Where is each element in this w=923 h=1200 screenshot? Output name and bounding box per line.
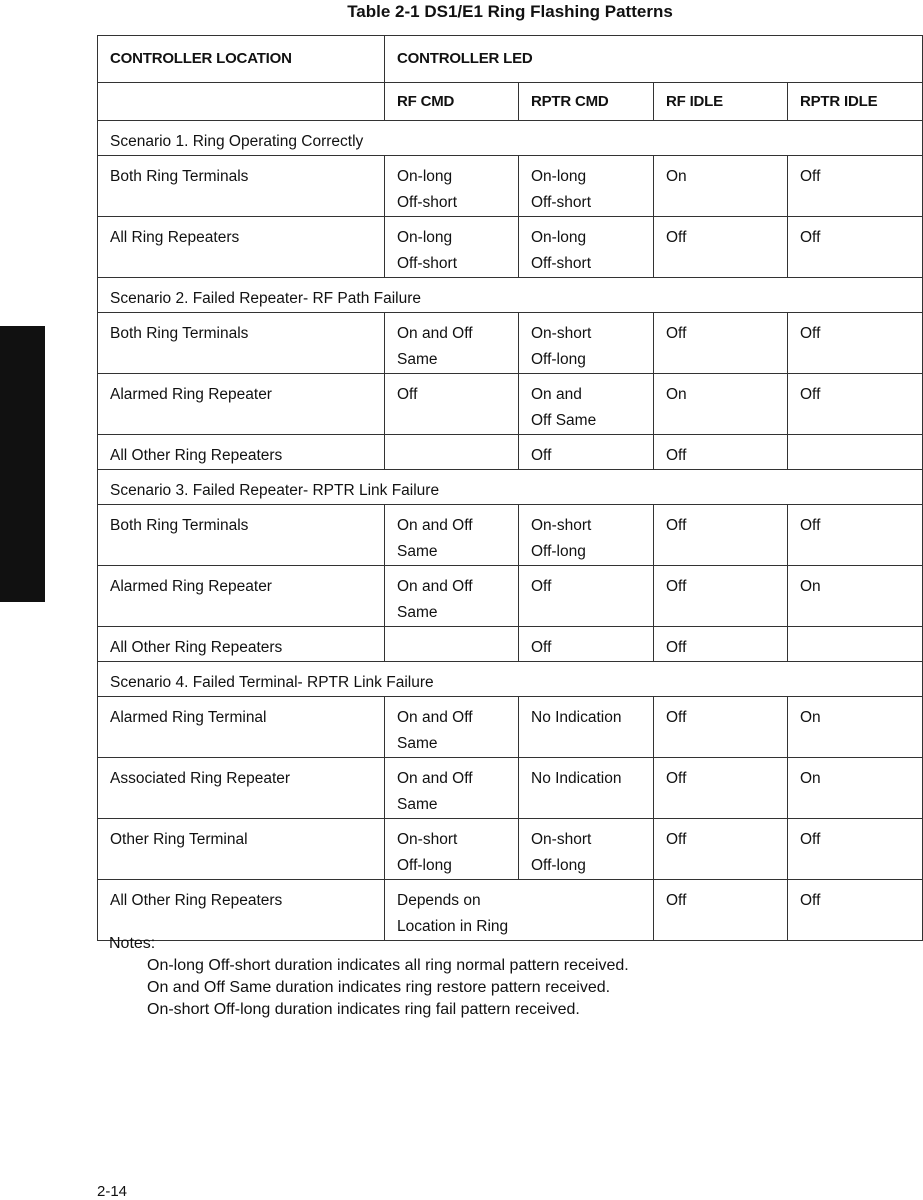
cell-rptr-cmd-line: On-short (531, 831, 592, 848)
table-row (98, 627, 923, 662)
cell-rf-cmd (385, 627, 519, 662)
scenario-label: Scenario 3. Failed Repeater- RPTR Link Failure (98, 470, 923, 505)
cell-location: Both Ring Terminals (98, 505, 385, 566)
cell-led-merged-line: Location in Ring (397, 918, 509, 935)
cell-rf-cmd (385, 697, 519, 758)
cell-rptr-cmd (519, 627, 654, 662)
table-row (98, 880, 923, 941)
cell-rptr-cmd (519, 758, 654, 819)
cell-rptr-idle: Off (788, 313, 923, 374)
scenario-row (98, 470, 923, 505)
cell-location: Alarmed Ring Repeater (98, 374, 385, 435)
note-line: On-short Off-long duration indicates ring fail pattern received. (147, 1001, 580, 1018)
cell-rptr-idle: On (788, 758, 923, 819)
cell-rptr-idle: Off (788, 505, 923, 566)
cell-rptr-cmd (519, 505, 654, 566)
cell-led-merged-line: Depends on (397, 892, 481, 909)
scenario-row (98, 662, 923, 697)
table-row (98, 566, 923, 627)
cell-rf-cmd-line: On-long (397, 168, 453, 185)
table-row (98, 374, 923, 435)
cell-location: Both Ring Terminals (98, 156, 385, 217)
cell-rf-idle: On (654, 156, 788, 217)
cell-rf-cmd-line: Same (397, 604, 438, 621)
cell-rf-cmd-line: On-long (397, 229, 453, 246)
cell-rf-cmd-line: Off-short (397, 255, 458, 272)
note-line: On and Off Same duration indicates ring restore pattern received. (147, 979, 611, 996)
cell-rf-idle: Off (654, 566, 788, 627)
cell-rptr-cmd (519, 374, 654, 435)
cell-rptr-cmd-line: Off (531, 639, 552, 656)
table-row (98, 758, 923, 819)
cell-rptr-idle (788, 627, 923, 662)
cell-rptr-idle: Off (788, 374, 923, 435)
subheader-rptr-cmd: RPTR CMD (519, 83, 654, 121)
cell-rf-cmd-line: On and Off (397, 325, 473, 342)
cell-rptr-cmd-line: No Indication (531, 709, 622, 726)
cell-location: All Other Ring Repeaters (98, 880, 385, 941)
cell-rptr-idle (788, 435, 923, 470)
cell-rptr-idle: Off (788, 819, 923, 880)
table-row (98, 435, 923, 470)
cell-rptr-cmd (519, 566, 654, 627)
cell-rptr-cmd-line: On-short (531, 517, 592, 534)
subheader-rptr-idle: RPTR IDLE (788, 83, 923, 121)
cell-rptr-cmd (519, 313, 654, 374)
cell-rf-cmd (385, 566, 519, 627)
scenario-label: Scenario 2. Failed Repeater- RF Path Failure (98, 278, 923, 313)
cell-rptr-cmd (519, 435, 654, 470)
cell-rf-idle: On (654, 374, 788, 435)
cell-rptr-cmd-line: Off (531, 447, 552, 464)
cell-location: Both Ring Terminals (98, 313, 385, 374)
cell-rptr-cmd-line: On-long (531, 168, 587, 185)
subheader-row (98, 83, 923, 121)
cell-rf-idle: Off (654, 758, 788, 819)
page-number: 2-14 (97, 1183, 128, 1200)
cell-rf-idle: Off (654, 880, 788, 941)
cell-rf-idle: Off (654, 313, 788, 374)
cell-rf-cmd (385, 819, 519, 880)
cell-rptr-cmd (519, 217, 654, 278)
cell-rptr-cmd-line: Off-long (531, 543, 586, 560)
note-line: On-long Off-short duration indicates all ring normal pattern received. (147, 957, 629, 974)
cell-rf-cmd-line: Same (397, 351, 438, 368)
cell-rf-idle: Off (654, 435, 788, 470)
table-row (98, 819, 923, 880)
cell-rf-cmd-line: Same (397, 796, 438, 813)
cell-rptr-cmd-line: On-long (531, 229, 587, 246)
cell-rptr-cmd (519, 819, 654, 880)
notes-label: Notes: (109, 935, 156, 952)
cell-rf-cmd (385, 435, 519, 470)
cell-location: Associated Ring Repeater (98, 758, 385, 819)
cell-rptr-cmd-line: On-short (531, 325, 592, 342)
chapter-tab (0, 326, 45, 602)
cell-rf-idle: Off (654, 505, 788, 566)
header-row (98, 36, 923, 83)
table-row (98, 156, 923, 217)
cell-rf-cmd (385, 374, 519, 435)
scenario-label: Scenario 1. Ring Operating Correctly (98, 121, 923, 156)
table-title: Table 2-1 DS1/E1 Ring Flashing Patterns (347, 2, 673, 21)
cell-rptr-idle: On (788, 566, 923, 627)
cell-rf-cmd-line: On-short (397, 831, 458, 848)
cell-rf-idle: Off (654, 697, 788, 758)
cell-rf-cmd-line: On and Off (397, 709, 473, 726)
subheader-blank (98, 83, 385, 121)
cell-rptr-cmd-line: On and (531, 386, 582, 403)
cell-rf-cmd (385, 505, 519, 566)
cell-rf-cmd-line: Off-short (397, 194, 458, 211)
cell-rf-cmd-line: Same (397, 543, 438, 560)
cell-rf-idle: Off (654, 217, 788, 278)
cell-rptr-cmd-line: Off-short (531, 255, 592, 272)
notes (109, 933, 629, 1021)
header-controller-led: CONTROLLER LED (385, 36, 923, 83)
cell-rf-cmd-line: Same (397, 735, 438, 752)
table-row (98, 697, 923, 758)
cell-location: All Other Ring Repeaters (98, 435, 385, 470)
cell-rf-cmd (385, 758, 519, 819)
cell-rptr-cmd-line: Off-long (531, 351, 586, 368)
table-row (98, 313, 923, 374)
cell-rptr-cmd (519, 697, 654, 758)
cell-rf-cmd (385, 156, 519, 217)
cell-rptr-idle: On (788, 697, 923, 758)
cell-location: All Other Ring Repeaters (98, 627, 385, 662)
cell-rf-idle: Off (654, 627, 788, 662)
cell-rf-cmd-line: Off-long (397, 857, 452, 874)
subheader-rf-idle: RF IDLE (654, 83, 788, 121)
cell-rptr-cmd-line: Off (531, 578, 552, 595)
cell-rf-cmd-line: On and Off (397, 770, 473, 787)
cell-rf-cmd-line: Off (397, 386, 418, 403)
cell-rptr-cmd-line: Off-long (531, 857, 586, 874)
cell-rptr-cmd-line: Off-short (531, 194, 592, 211)
cell-location: Alarmed Ring Repeater (98, 566, 385, 627)
cell-rptr-cmd-line: Off Same (531, 412, 597, 429)
cell-led-merged (385, 880, 654, 941)
cell-location: Alarmed Ring Terminal (98, 697, 385, 758)
cell-rptr-idle: Off (788, 217, 923, 278)
table-row (98, 217, 923, 278)
cell-rptr-idle: Off (788, 156, 923, 217)
cell-rf-cmd (385, 313, 519, 374)
scenario-row (98, 278, 923, 313)
header-controller-location: CONTROLLER LOCATION (98, 36, 385, 83)
cell-rf-cmd-line: On and Off (397, 517, 473, 534)
ring-flashing-table (97, 35, 923, 941)
cell-rf-cmd (385, 217, 519, 278)
cell-rptr-cmd-line: No Indication (531, 770, 622, 787)
cell-rptr-cmd (519, 156, 654, 217)
scenario-label: Scenario 4. Failed Terminal- RPTR Link Failure (98, 662, 923, 697)
cell-rptr-idle: Off (788, 880, 923, 941)
subheader-rf-cmd: RF CMD (385, 83, 519, 121)
scenario-row (98, 121, 923, 156)
cell-rf-idle: Off (654, 819, 788, 880)
cell-location: Other Ring Terminal (98, 819, 385, 880)
cell-location: All Ring Repeaters (98, 217, 385, 278)
table-row (98, 505, 923, 566)
cell-rf-cmd-line: On and Off (397, 578, 473, 595)
